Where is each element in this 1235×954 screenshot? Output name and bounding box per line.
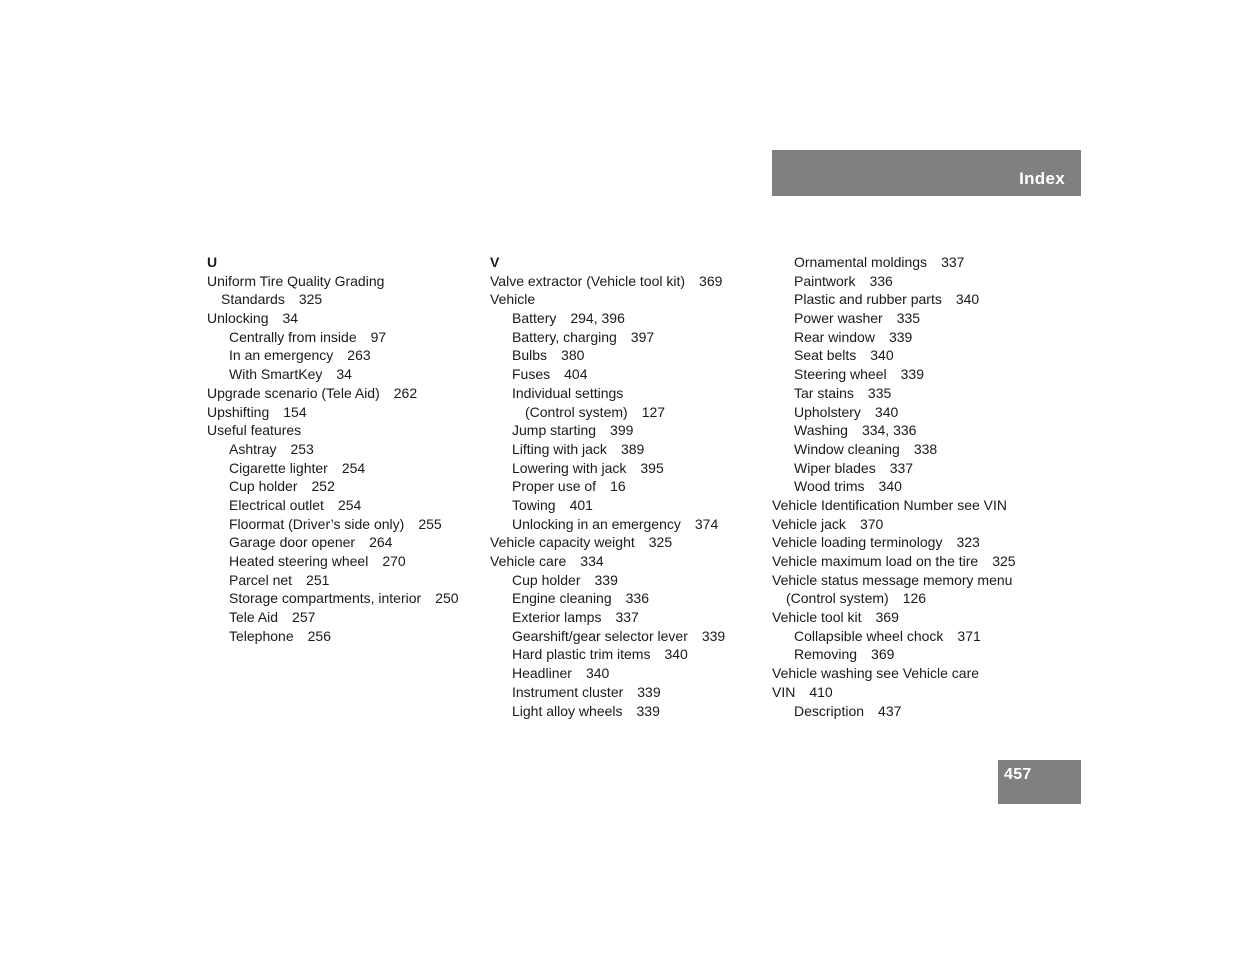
index-entry-page: 254: [337, 496, 362, 513]
index-entry-term: Removing: [794, 646, 858, 663]
index-entry-page: 339: [594, 571, 618, 588]
index-entry: [772, 290, 1042, 309]
index-entry-page: 252: [311, 478, 335, 495]
index-entry-term: Fuses: [512, 366, 551, 383]
index-entry: [207, 533, 477, 552]
index-entry-term: Vehicle washing see Vehicle care: [772, 665, 980, 682]
index-entry-page: 401: [569, 496, 593, 513]
index-entry-term: Steering wheel: [794, 366, 887, 383]
index-entry-term: Vehicle capacity weight: [490, 534, 635, 551]
index-entry: [490, 477, 760, 496]
index-entry-term: Vehicle status message memory menu: [772, 571, 1013, 588]
index-entry: [207, 440, 477, 459]
index-entry-term: Individual settings: [512, 384, 624, 401]
index-entry-term: Electrical outlet: [229, 496, 324, 513]
index-entry-page: 374: [694, 515, 719, 532]
index-entry-term: Telephone: [229, 627, 294, 644]
index-letter-heading: [490, 253, 760, 272]
index-entry: [490, 571, 760, 590]
index-entry-term: Headliner: [512, 665, 572, 682]
index-entry: [772, 589, 1042, 608]
index-entry-page: 335: [867, 384, 892, 401]
index-entry: [490, 702, 760, 721]
index-entry-page: 404: [564, 366, 588, 383]
index-entry: [207, 627, 477, 646]
index-entry: [490, 272, 760, 291]
index-entry-term: Vehicle loading terminology: [772, 534, 943, 551]
index-entry-page: 97: [370, 328, 387, 345]
index-entry: [207, 290, 477, 309]
index-entry-term: Standards: [221, 291, 285, 308]
index-entry: [207, 459, 477, 478]
index-entry-page: 336: [625, 590, 649, 607]
index-entry: [207, 421, 477, 440]
index-entry-term: Power washer: [794, 310, 883, 327]
index-entry-page: 294, 396: [570, 310, 625, 327]
index-entry-term: Lifting with jack: [512, 440, 607, 457]
index-entry: [490, 365, 760, 384]
index-entry: [207, 346, 477, 365]
index-entry: [772, 683, 1042, 702]
index-entry: [772, 664, 1042, 683]
index-entry-term: Uniform Tire Quality Grading: [207, 272, 385, 289]
index-entry: [490, 533, 760, 552]
index-entry: [490, 664, 760, 683]
index-entry: [207, 477, 477, 496]
index-entry-term: Cigarette lighter: [229, 459, 328, 476]
index-entry-term: U: [207, 254, 218, 270]
index-entry-term: Wiper blades: [794, 459, 876, 476]
index-entry-term: In an emergency: [229, 347, 334, 364]
index-entry: [772, 702, 1042, 721]
index-entry-page: 126: [902, 590, 927, 607]
index-entry: [207, 496, 477, 515]
index-letter-heading: [207, 253, 477, 272]
index-entry-page: 338: [913, 440, 938, 457]
index-entry-page: 371: [957, 627, 981, 644]
index-entry-term: Useful features: [207, 422, 302, 439]
index-entry-page: 256: [307, 627, 331, 644]
index-entry: [772, 403, 1042, 422]
index-entry-term: Tele Aid: [229, 609, 279, 626]
index-entry-term: Lowering with jack: [512, 459, 627, 476]
index-entry-term: Tar stains: [794, 384, 854, 401]
index-entry: [490, 290, 760, 309]
index-entry: [490, 627, 760, 646]
index-entry: [207, 272, 477, 291]
index-entry-page: 339: [701, 627, 726, 644]
index-entry-term: Unlocking: [207, 310, 269, 327]
index-entry-page: 325: [298, 291, 323, 308]
index-entry-page: 337: [941, 254, 965, 270]
index-entry-term: Heated steering wheel: [229, 553, 369, 569]
index-entry: [490, 645, 760, 664]
index-entry-term: Vehicle jack: [772, 515, 846, 532]
index-entry-term: Hard plastic trim items: [512, 646, 651, 663]
index-entry-term: Upholstery: [794, 403, 861, 420]
page-number: 457: [1004, 766, 1032, 783]
index-entry-term: Engine cleaning: [512, 590, 612, 607]
index-entry: [772, 533, 1042, 552]
index-entry-page: 154: [283, 403, 307, 420]
index-entry: [490, 403, 760, 422]
index-entry: [207, 571, 477, 590]
index-entry-page: 369: [699, 272, 723, 289]
index-entry: [772, 365, 1042, 384]
index-entry: [490, 552, 760, 571]
index-entry: [207, 328, 477, 347]
index-entry-term: Cup holder: [512, 571, 581, 588]
index-entry: [490, 309, 760, 328]
index-entry: [490, 440, 760, 459]
index-entry-term: V: [490, 254, 500, 270]
index-entry: [490, 515, 760, 534]
index-entry: [772, 477, 1042, 496]
index-entry-term: Towing: [512, 496, 556, 513]
index-entry: [490, 346, 760, 365]
index-entry-page: 437: [878, 702, 902, 719]
index-entry: [207, 589, 477, 608]
index-entry-term: Upgrade scenario (Tele Aid): [207, 384, 380, 401]
index-entry-term: Storage compartments, interior: [229, 590, 422, 607]
index-entry-term: Valve extractor (Vehicle tool kit): [490, 272, 686, 289]
index-entry-page: 264: [369, 534, 393, 551]
index-entry-term: Light alloy wheels: [512, 702, 623, 719]
index-entry-page: 339: [636, 702, 660, 719]
index-entry-page: 250: [435, 590, 459, 607]
index-entry-page: 255: [418, 515, 442, 532]
index-entry: [207, 309, 477, 328]
index-entry-term: Vehicle tool kit: [772, 609, 862, 626]
index-entry: [772, 440, 1042, 459]
index-entry-page: 410: [809, 683, 833, 700]
index-entry-page: 340: [874, 403, 899, 420]
index-entry-page: 254: [341, 459, 366, 476]
index-entry-page: 334, 336: [861, 422, 917, 439]
index-entry-page: 397: [630, 328, 655, 345]
index-entry-page: 339: [888, 328, 913, 345]
index-entry: [772, 515, 1042, 534]
index-entry: [772, 272, 1042, 291]
index-entry-page: 34: [336, 366, 352, 383]
index-column-1: [207, 253, 477, 645]
index-entry: [490, 421, 760, 440]
index-column-3: [772, 253, 1042, 720]
index-entry-page: 34: [282, 310, 299, 327]
index-entry: [772, 645, 1042, 664]
index-entry-page: 257: [292, 609, 316, 626]
index-entry-page: 270: [382, 553, 406, 569]
index-entry: [772, 328, 1042, 347]
index-entry-page: 334: [580, 553, 604, 569]
index-entry-term: Description: [794, 702, 865, 719]
index-entry-term: Floormat (Driver’s side only): [229, 515, 405, 532]
index-entry-page: 336: [869, 272, 893, 289]
index-entry: [490, 496, 760, 515]
index-entry-page: 340: [878, 478, 902, 495]
index-entry-term: Jump starting: [512, 422, 597, 439]
index-entry: [772, 253, 1042, 272]
index-entry: [772, 384, 1042, 403]
index-entry: [207, 515, 477, 534]
index-entry-term: Bulbs: [512, 347, 548, 364]
index-entry-term: Vehicle Identification Number see VIN: [772, 496, 1008, 513]
index-entry: [490, 384, 760, 403]
index-entry: [207, 552, 477, 571]
index-entry-term: With SmartKey: [229, 366, 323, 383]
index-entry-page: 337: [615, 609, 639, 626]
index-entry-page: 263: [347, 347, 371, 364]
index-entry-term: Paintwork: [794, 272, 856, 289]
index-entry-term: Centrally from inside: [229, 328, 357, 345]
index-entry-term: Cup holder: [229, 478, 298, 495]
index-entry: [772, 309, 1042, 328]
index-entry: [772, 571, 1042, 590]
index-entry: [490, 608, 760, 627]
index-entry: [207, 384, 477, 403]
index-entry-page: 369: [871, 646, 895, 663]
index-entry: [207, 403, 477, 422]
index-entry-term: Instrument cluster: [512, 683, 624, 700]
index-entry: [772, 627, 1042, 646]
index-entry-term: Proper use of: [512, 478, 597, 495]
index-entry-term: Ornamental moldings: [794, 254, 928, 270]
index-entry: [772, 552, 1042, 571]
index-entry-term: (Control system): [525, 403, 628, 420]
index-entry-page: 339: [900, 366, 924, 383]
index-entry-page: 340: [955, 291, 980, 308]
index-entry: [207, 608, 477, 627]
index-entry-term: Exterior lamps: [512, 609, 602, 626]
index-entry-page: 335: [896, 310, 921, 327]
index-entry-page: 127: [641, 403, 666, 420]
index-entry-page: 325: [648, 534, 673, 551]
index-entry-term: Unlocking in an emergency: [512, 515, 681, 532]
index-entry-page: 370: [859, 515, 884, 532]
index-entry-page: 369: [875, 609, 899, 626]
index-entry-term: Seat belts: [794, 347, 857, 364]
index-entry-term: Upshifting: [207, 403, 270, 420]
index-entry-page: 251: [306, 571, 330, 588]
index-entry: [772, 608, 1042, 627]
index-entry: [490, 459, 760, 478]
index-entry-page: 389: [620, 440, 645, 457]
index-entry-term: Ashtray: [229, 440, 277, 457]
index-entry-term: Rear window: [794, 328, 875, 345]
index-entry-page: 395: [640, 459, 664, 476]
section-header-bar: [772, 150, 1081, 196]
index-entry-term: Window cleaning: [794, 440, 900, 457]
index-entry-page: 339: [637, 683, 661, 700]
index-entry: [772, 421, 1042, 440]
index-entry-page: 262: [393, 384, 418, 401]
index-entry-term: Plastic and rubber parts: [794, 291, 942, 308]
index-entry: [207, 365, 477, 384]
page-number-box: [998, 760, 1081, 804]
index-entry: [772, 346, 1042, 365]
index-entry: [772, 496, 1042, 515]
index-entry-term: Vehicle care: [490, 553, 567, 569]
index-entry-page: 16: [610, 478, 626, 495]
index-entry: [490, 328, 760, 347]
index-entry: [490, 683, 760, 702]
index-entry-term: Washing: [794, 422, 848, 439]
index-entry: [490, 589, 760, 608]
index-entry-page: 399: [610, 422, 634, 439]
index-entry-term: Wood trims: [794, 478, 865, 495]
index-entry-term: Garage door opener: [229, 534, 356, 551]
index-column-2: [490, 253, 760, 720]
index-entry-term: Gearshift/gear selector lever: [512, 627, 688, 644]
index-entry-term: Vehicle: [490, 291, 536, 308]
index-entry-term: Vehicle maximum load on the tire: [772, 553, 979, 569]
index-entry-page: 340: [664, 646, 688, 663]
index-entry: [772, 459, 1042, 478]
index-entry-term: (Control system): [786, 590, 889, 607]
index-entry-term: VIN: [772, 683, 796, 700]
index-entry-page: 340: [585, 665, 610, 682]
index-entry-term: Parcel net: [229, 571, 293, 588]
index-entry-term: Battery: [512, 310, 557, 327]
index-entry-term: Collapsible wheel chock: [794, 627, 944, 644]
index-entry-page: 340: [870, 347, 894, 364]
index-entry-page: 253: [290, 440, 314, 457]
index-entry-page: 337: [889, 459, 914, 476]
index-entry-term: Battery, charging: [512, 328, 617, 345]
index-entry-page: 380: [561, 347, 585, 364]
index-entry-page: 325: [992, 553, 1016, 569]
section-title: Index: [1019, 169, 1065, 188]
index-entry-page: 323: [956, 534, 980, 551]
